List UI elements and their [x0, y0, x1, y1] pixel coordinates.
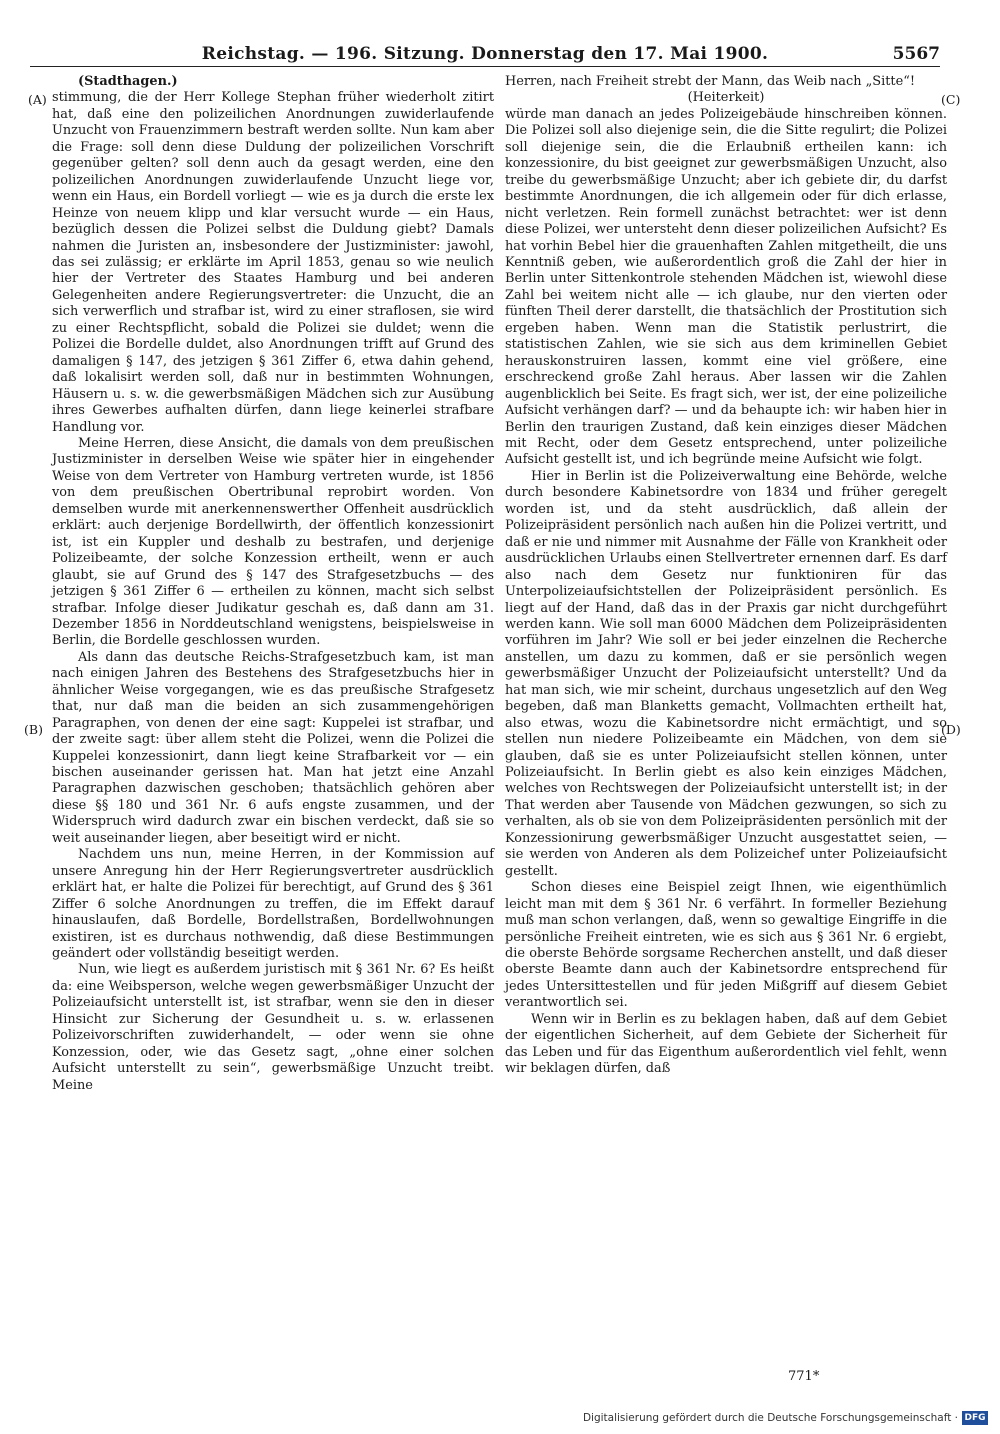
paragraph: Als dann das deutsche Reichs-Strafgesetzbuch kam, ist man nach einigen Jahren des Bestehens des Strafgesetzbuchs hier in ähnlicher Weise vorgegangen, wie es das preußische Strafgesetz that, nur daß man die beiden an sich zusammengehörigen Paragraphen, von denen der eine sagt: Kuppelei ist strafbar, und der zweite sagt: über allem steht die Polizei, wenn die Polizei die Kuppelei konzessionirt, dann liegt keine Strafbarkeit vor — ein bischen auseinander gerissen hat. Man hat jetzt eine Anzahl Paragraphen dazwischen geschoben; thatsächlich gehören aber diese §§ 180 und 361 Nr. 6 aufs engste zusammen, und der Widerspruch wird dadurch zwar ein bischen verdeckt, daß sie so weit auseinander liegen, aber beseitigt wird er nicht. — [52, 649, 494, 846]
margin-mark-d: (D) — [941, 722, 961, 737]
paragraph: Nachdem uns nun, meine Herren, in der Kommission auf unsere Anregung hin der Herr Regierungsvertreter ausdrücklich erklärt hat, er halte die Polizei für berechtigt, auf Grund des § 361 Ziffer 6 solche Anordnungen zu treffen, die im Effekt darauf hinauslaufen, daß Bordelle, Bordellstraßen, Bordellwohnungen existiren, ist es durchaus nothwendig, daß diese Bestimmungen geändert oder vollständig beseitigt werden. — [52, 847, 494, 962]
paragraph: stimmung, die der Herr Kollege Stephan früher wiederholt zitirt hat, daß eine den polizeilichen Anordnungen zuwiderlaufende Unzucht von Frauenzimmern bestraft werden sollte. Nun kam aber die Frage: soll denn diese Duldung der polizeilichen Vorschrift gegenüber gelten? soll denn auch da gesagt werden, eine den polizeilichen Anordnungen zuwiderlaufende Unzucht liege vor, wenn ein Haus, ein Bordell vorliegt — wie es ja durch die erste lex Heinze von neuem klipp und klar versucht wurde — ein Haus, bezüglich dessen die Polizei selbst die Duldung giebt? Damals nahmen die Juristen an, insbesondere der Justizminister: jawohl, das sei zulässig; er erklärte im April 1853, genau so wie neulich hier der Vertreter des Staates Hamburg und bei anderen Gelegenheiten andere Regierungsvertreter: die Unzucht, die an sich verwerflich und strafbar ist, wird zu einer straflosen, sie wird zu einer Rechtspflicht, sobald die Polizei sie duldet; wenn die Polizei die Bordelle duldet, also Anordnungen trifft auf Grund des damaligen § 147, des jetzigen § 361 Ziffer 6, etwa dahin gehend, daß lokalisirt werden soll, daß nur in bestimmten Wohnungen, Häusern u. s. w. die gewerbsmäßigen Mädchen sich zur Ausübung ihres Gewerbes aufhalten dürfen, dann liege keinerlei strafbare Handlung vor. — [52, 90, 494, 435]
page-number: 5567 — [892, 44, 940, 64]
margin-mark-b: (B) — [24, 722, 43, 737]
sheet-signature: 771* — [788, 1369, 820, 1384]
paragraph: Hier in Berlin ist die Polizeiverwaltung eine Behörde, welche durch besondere Kabinetsordre von 1834 und früher geregelt worden ist, und da steht ausdrücklich, daß allein der Polizeipräsident persönlich nach außen hin die Polizei vertritt, und daß er nie und nimmer mit Ausnahme der Fälle von Krankheit oder ausdrücklichen Urlaubs einen Stellvertreter ernennen darf. Es darf also nach dem Gesetz nur funktioniren für das Unterpolizeiaufsichtstellen der Polizeipräsident persönlich. Es liegt auf der Hand, daß das in der Praxis gar nicht durchgeführt werden kann. Wie soll man 6000 Mädchen dem Polizeipräsidenten vorführen im Jahr? Wie soll er bei jeder einzelnen die Recherche anstellen, um dazu zu kommen, daß er sie persönlich wegen gewerbsmäßiger Unzucht der Polizeiaufsicht unterstellt? Und da hat man sich, wie mir scheint, durchaus ungesetzlich auf den Weg begeben, daß man Blanketts gemacht, Vollmachten ertheilt hat, also etwas, wozu die Kabinetsordre nicht ermächtigt, und so stellen nun niedere Polizeibeamte ein Mädchen, von dem sie glauben, daß sie es unter Polizeiaufsicht stellen können, unter Polizeiaufsicht. In Berlin giebt es also kein einziges Mädchen, welches von Rechtswegen der Polizeiaufsicht unterstellt ist; in der That werden aber Tausende von Mädchen gezwungen, so sich zu verhalten, als ob sie von dem Polizeipräsidenten persönlich mit der Konzessionirung gewerbsmäßiger Unzucht ausgestattet seien, — sie werden von Anderen als dem Polizeichef unter Polizeiaufsicht gestellt. — [505, 468, 947, 879]
running-title: Reichstag. — 196. Sitzung. Donnerstag den 17. Mai 1900. — [201, 44, 769, 64]
paragraph: würde man danach an jedes Polizeigebäude hinschreiben können. Die Polizei soll also diejenige sein, die die Sitte regulirt; die Polizei soll diejenige sein, die die Erlaubniß ertheilen kann: ich konzessionire, du bist geeignet zur gewerbsmäßigen Unzucht, also treibe du gewerbsmäßige Unzucht; aber ich gebiete dir, du darfst bestimmte Anordnungen, die ich allgemein oder für dich erlasse, nicht verletzen. Rein formell zunächst betrachtet: wer ist denn diese Polizei, wer untersteht denn dieser polizeilichen Aufsicht? Es hat vorhin Bebel hier die grauenhaften Zahlen mitgetheilt, die uns Kenntniß geben, wie außerordentlich groß die Zahl der hier in Berlin unter Sittenkontrole stehenden Mädchen ist, wiewohl diese Zahl bei weitem nicht alle — ich glaube, nur den vierten oder fünften Theil derer darstellt, die thatsächlich der Prostitution sich ergeben haben. Wenn man die Statistik perlustrirt, die statistischen Zahlen, wie sie sich aus dem kriminellen Gebiet herauskonstruiren lassen, kommt eine viel größere, eine erschreckend große Zahl heraus. Aber lassen wir die Zahlen augenblicklich bei Seite. Es fragt sich, wer ist, der eine polizeiliche Aufsicht verhängen darf? — und da behaupte ich: wir haben hier in Berlin den traurigen Zustand, daß kein einziges dieser Mädchen mit Recht, oder dem Gesetz entsprechend, unter polizeiliche Aufsicht gestellt ist, und ich begründe meine Aufsicht wie folgt. — [505, 106, 947, 468]
margin-mark-c: (C) — [941, 92, 961, 107]
speaker-label: (Stadthagen.) — [78, 74, 178, 89]
paragraph-opening: Herren, nach Freiheit strebt der Mann, das Weib nach „Sitte“! — [505, 74, 916, 89]
paragraph: Nun, wie liegt es außerdem juristisch mit § 361 Nr. 6? Es heißt da: eine Weibsperson, welche wegen gewerbsmäßiger Unzucht der Polizeiaufsicht unterstellt ist, ist strafbar, wenn sie den in dieser Hinsicht zur Sicherung der Gesundheit u. s. w. erlassenen Polizeivorschriften zuwiderhandelt, — oder wenn sie ohne Konzession, oder, wie das Gesetz sagt, „ohne einer solchen Aufsicht unterstellt zu sein“, gewerbsmäßige Unzucht treibt. Meine — [52, 962, 494, 1093]
dfg-logo: DFG — [962, 1411, 988, 1425]
margin-mark-a: (A) — [28, 92, 47, 107]
running-head — [30, 44, 940, 67]
interjection: (Heiterkeit) — [687, 90, 765, 106]
right-column — [505, 74, 947, 1078]
paragraph: Wenn wir in Berlin es zu beklagen haben, daß auf dem Gebiet der eigentlichen Sicherheit, auf dem Gebiete der Sicherheit für das Leben und für das Eigenthum außerordentlich viel fehlt, wenn wir beklagen dürfen, daß — [505, 1011, 947, 1077]
digitization-credit: Digitalisierung gefördert durch die Deutsche Forschungsgemeinschaft · — [582, 1412, 958, 1424]
left-column — [52, 74, 494, 1094]
paragraph: Meine Herren, diese Ansicht, die damals von dem preußischen Justizminister in derselben Weise wie später hier in eingehender Weise von dem Vertreter von Hamburg vertreten wurde, ist 1856 von dem preußischen Obertribunal reprobirt worden. Von demselben wurde mit anerkennenswerther Offenheit ausdrücklich erklärt: auch derjenige Bordellwirth, der öffentlich konzessionirt ist, ist ein Kuppler und deshalb zu bestrafen, und derjenige Polizeibeamte, der solche Konzession ertheilt, wenn er auch glaubt, sie auf Grund des § 147 des Strafgesetzbuchs — des jetzigen § 361 Ziffer 6 — ertheilen zu können, macht sich selbst strafbar. Infolge dieser Judikatur geschah es, daß dann am 31. Dezember 1856 in Norddeutschland wenigstens, beispielsweise in Berlin, die Bordelle geschlossen wurden. — [52, 435, 494, 649]
paragraph: Schon dieses eine Beispiel zeigt Ihnen, wie eigenthümlich leicht man mit dem § 361 Nr. 6 verfährt. In formeller Beziehung muß man schon verlangen, daß, wenn so gewaltige Eingriffe in die persönliche Freiheit eintreten, wie es sich aus § 361 Nr. 6 ergiebt, die oberste Behörde sorgsame Recherchen anstellt, und daß dieser oberste Beamte dann auch der Kabinetsordre entsprechend für jedes Untersittestellen und für jeden Mißgriff auf diesem Gebiet verantwortlich sei. — [505, 880, 947, 1011]
